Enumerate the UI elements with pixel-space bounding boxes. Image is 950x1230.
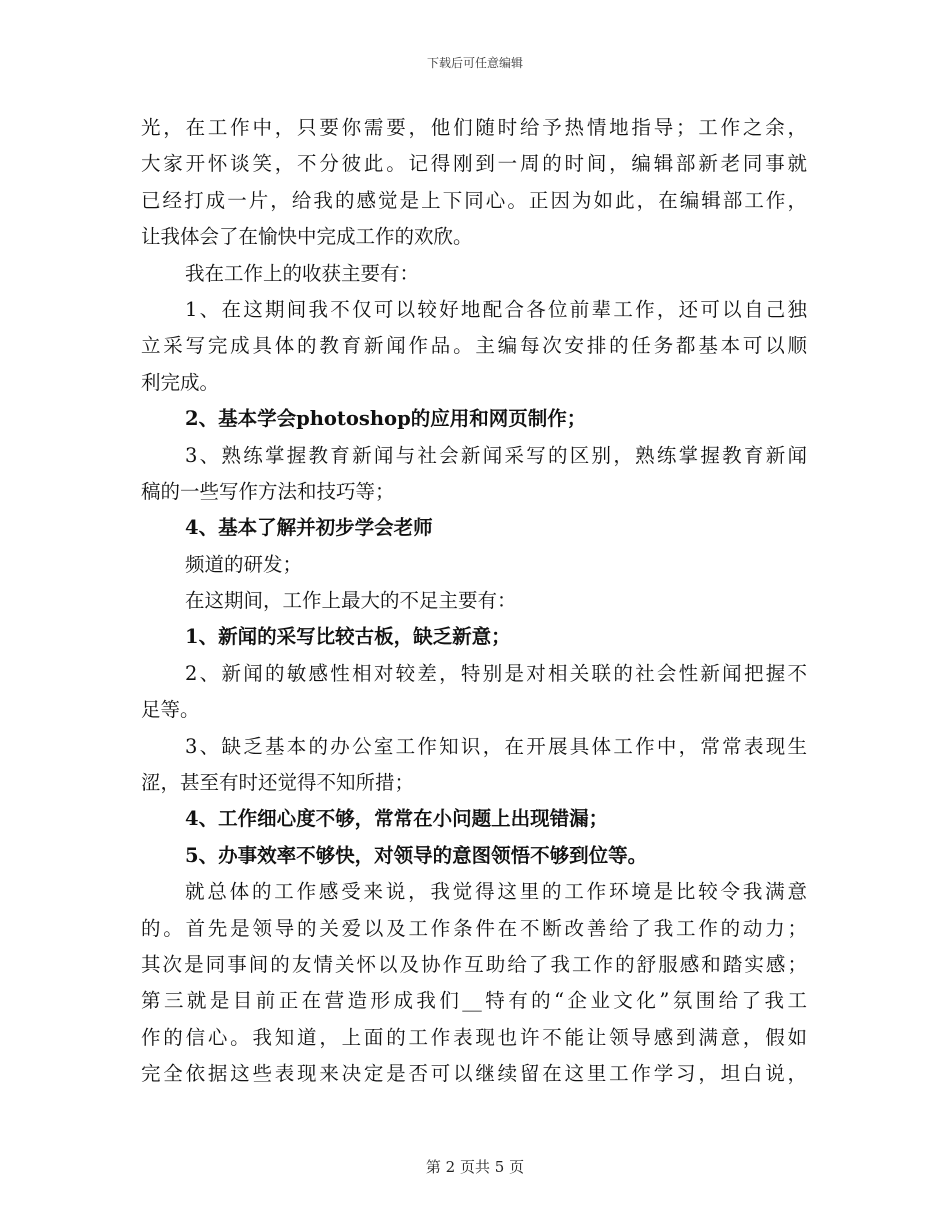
text-line: 我在工作上的收获主要有： (185, 261, 420, 285)
text-line: 涩，甚至有时还觉得不知所措； (141, 771, 415, 795)
page-header: 下载后可任意编辑 (426, 56, 523, 70)
text-line: 1、新闻的采写比较古板，缺乏新意； (185, 625, 511, 649)
text-line: 的。首先是领导的关爱以及工作条件在不断改善给了我工作的动力； (141, 916, 807, 940)
page-footer: 第 2 页共 5 页 (425, 1158, 525, 1176)
text-line: 频道的研发； (185, 552, 303, 576)
text-line: 2、基本学会photoshop的应用和网页制作； (185, 407, 587, 431)
text-line: 让我体会了在愉快中完成工作的欢欣。 (141, 225, 473, 249)
text-line: 4、工作细心度不够，常常在小问题上出现错漏； (185, 807, 609, 831)
document-body (141, 110, 807, 1093)
text-line: 就总体的工作感受来说，我觉得这里的工作环境是比较令我满意 (185, 880, 807, 904)
text-line: 3、缺乏基本的办公室工作知识，在开展具体工作中，常常表现生 (185, 734, 807, 758)
text-line: 足等。 (141, 698, 200, 722)
text-line: 光，在工作中，只要你需要，他们随时给予热情地指导；工作之余， (141, 116, 807, 139)
text-line: 1、在这期间我不仅可以较好地配合各位前辈工作，还可以自己独 (185, 297, 807, 321)
text-line: 立采写完成具体的教育新闻作品。主编每次安排的任务都基本可以顺 (141, 334, 807, 358)
text-line: 完全依据这些表现来决定是否可以继续留在这里工作学习，坦白说， (141, 1062, 807, 1086)
text-line: 稿的一些写作方法和技巧等； (141, 479, 395, 503)
text-line: 其次是同事间的友情关怀以及协作互助给了我工作的舒服感和踏实感； (141, 952, 807, 976)
text-line: 5、办事效率不够快，对领导的意图领悟不够到位等。 (185, 843, 648, 867)
text-line: 在这期间，工作上最大的不足主要有： (185, 589, 517, 613)
text-line: 3、熟练掌握教育新闻与社会新闻采写的区别，熟练掌握教育新闻 (185, 443, 807, 467)
text-line: 作的信心。我知道，上面的工作表现也许不能让领导感到满意，假如 (141, 1025, 807, 1049)
text-line: 已经打成一片，给我的感觉是上下同心。正因为如此，在编辑部工作， (141, 188, 807, 212)
text-line: 利完成。 (141, 370, 220, 394)
text-line: 第三就是目前正在营造形成我们__特有的“企业文化”氛围给了我工 (141, 989, 807, 1013)
text-line: 2、新闻的敏感性相对较差，特别是对相关联的社会性新闻把握不 (185, 661, 807, 685)
text-line: 大家开怀谈笑，不分彼此。记得刚到一周的时间，编辑部新老同事就 (141, 152, 807, 176)
text-line: 4、基本了解并初步学会老师 (185, 516, 433, 540)
